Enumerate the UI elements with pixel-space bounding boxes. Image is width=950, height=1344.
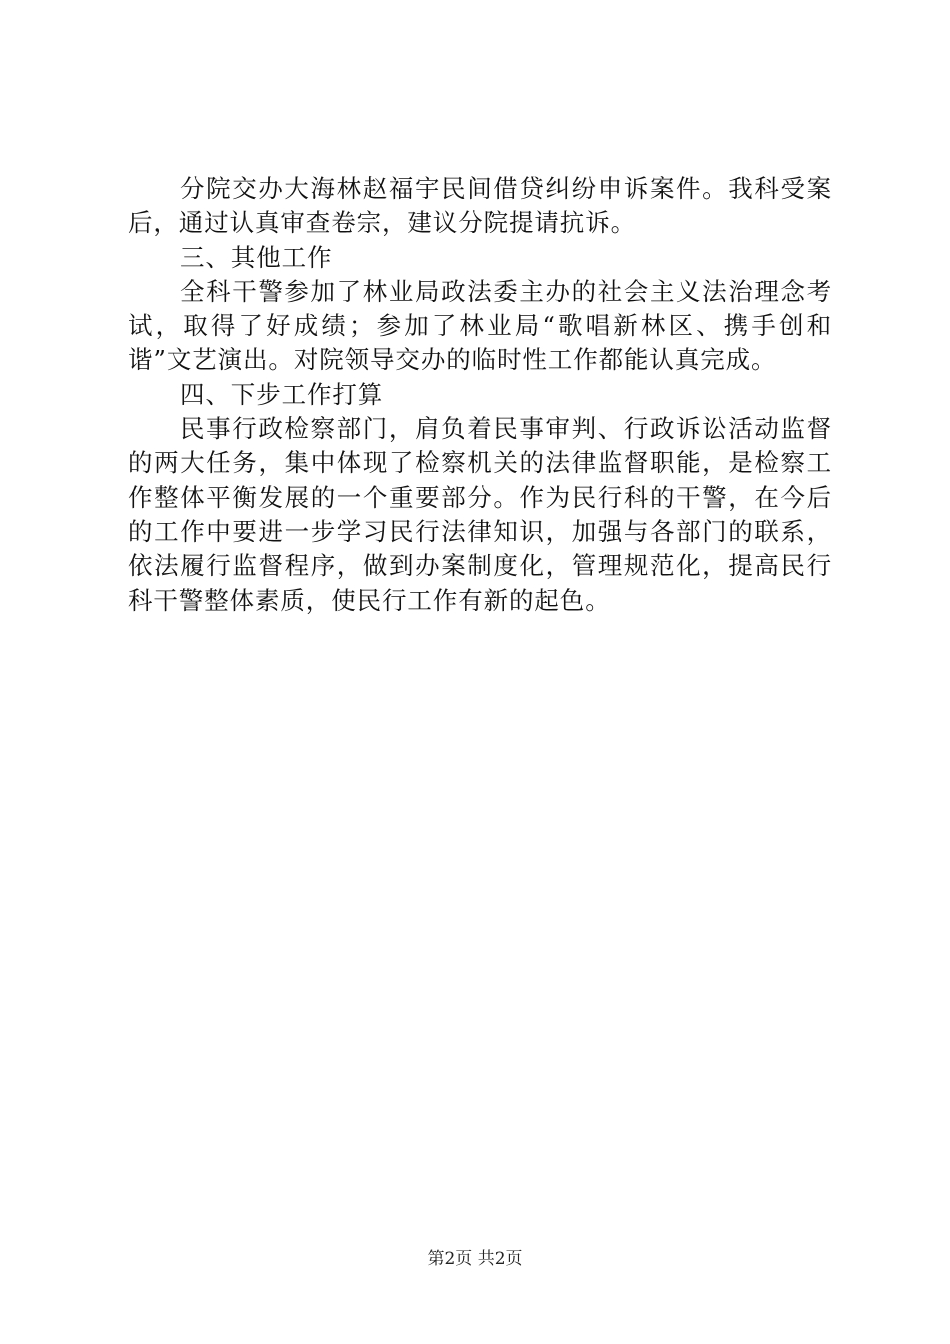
paragraph-next-steps: 民事行政检察部门，肩负着民事审判、行政诉讼活动监督的两大任务，集中体现了检察机关的法律监督职能，是检察工作整体平衡发展的一个重要部分。作为民行科的干警，在今后的工作中要进一步学习民行法律知识，加强与各部门的联系，依法履行监督程序，做到办案制度化，管理规范化，提高民行科干警整体素质，使民行工作有新的起色。 bbox=[128, 414, 832, 615]
section-heading-next-steps: 四、下步工作打算 bbox=[180, 379, 384, 409]
section-heading-other-work: 三、其他工作 bbox=[180, 242, 333, 272]
paragraph-other-work: 全科干警参加了林业局政法委主办的社会主义法治理念考试，取得了好成绩；参加了林业局“歌唱新林区、携手创和谐”文艺演出。对院领导交办的临时性工作都能认真完成。 bbox=[128, 276, 832, 375]
page-number-footer: 第2页 共2页 bbox=[427, 1249, 523, 1269]
document-body bbox=[128, 172, 832, 618]
paragraph-case-continuation: 分院交办大海林赵福宇民间借贷纠纷申诉案件。我科受案后，通过认真审查卷宗，建议分院提请抗诉。 bbox=[128, 174, 832, 238]
